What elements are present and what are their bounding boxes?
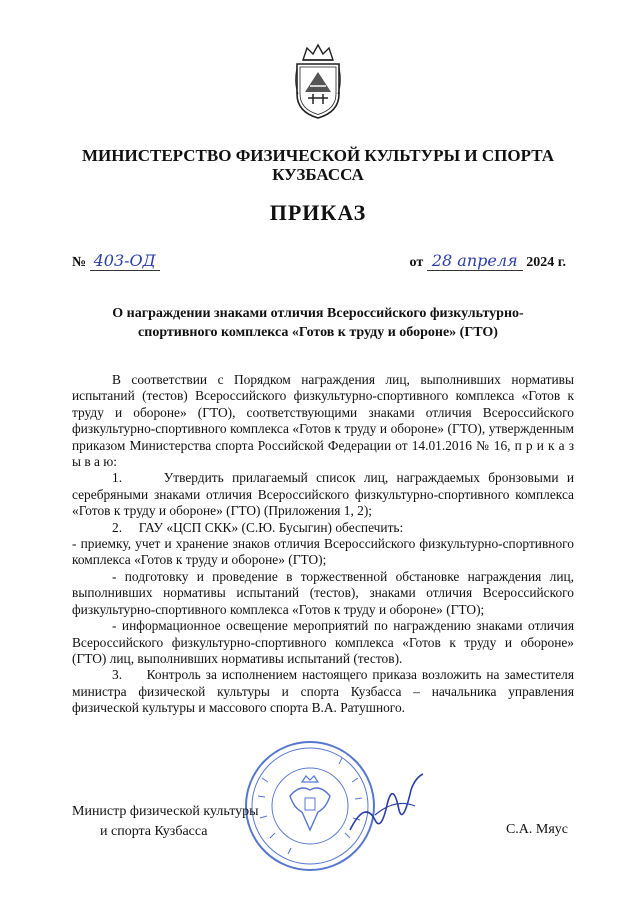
date-year: 2024 г.	[526, 255, 566, 270]
ministry-name	[60, 146, 576, 184]
signatory-title-line-2: и спорта Кузбасса	[100, 824, 208, 839]
paragraph-item-2: 2. ГАУ «ЦСП СКК» (С.Ю. Бусыгин) обеспечить:	[112, 519, 404, 535]
ministry-line-1: МИНИСТЕРСТВО ФИЗИЧЕСКОЙ КУЛЬТУРЫ И СПОРТА	[82, 146, 554, 165]
date-prefix: от	[409, 255, 424, 270]
order-number	[72, 252, 160, 271]
signatory-title	[72, 802, 259, 842]
paragraph-subitem-2: - подготовку и проведение в торжественной обстановке награждения лиц, выполнивших нормативы испытаний (тестов), знаками отличия Всероссийского физкультурно-спортивного комплекса «Готов к труду и обороне» (ГТО);	[72, 568, 574, 617]
paragraph-subitem-3: - информационное освещение мероприятий по награждению знаками отличия Всероссийского физкультурно-спортивного комплекса «Готов к труду и обороне» (ГТО) лиц, выполнивших нормативы испытаний (тестов).	[72, 618, 574, 666]
paragraph-item-3: 3. Контроль за исполнением настоящего приказа возложить на заместителя министра физической культуры и спорта Кузбасса – начальника управления физической культуры и массового спорта В.А. Ратушного.	[72, 667, 574, 716]
subject-line-2: спортивного комплекса «Готов к труду и обороне» (ГТО)	[138, 325, 498, 340]
number-prefix: №	[72, 255, 87, 270]
coat-of-arms-icon	[293, 42, 343, 120]
order-title: ПРИКАЗ	[269, 200, 367, 225]
handwritten-signature-icon	[345, 770, 435, 840]
order-body	[72, 372, 574, 717]
paragraph-subitem-1: - приемку, учет и хранение знаков отличия Всероссийского физкультурно-спортивного комплекса «Готов к труду и обороне» (ГТО);	[72, 536, 574, 568]
paragraph-item-1: 1. Утвердить прилагаемый список лиц, награждаемых бронзовыми и серебряными знаками отличия Всероссийского физкультурно-спортивного комплекса «Готов к труду и обороне» (ГТО) (Приложения 1, 2);	[72, 470, 574, 519]
paragraph-preamble: В соответствии с Порядком награждения лиц, выполнивших нормативы испытаний (тестов) Всероссийского физкультурно-спортивного комплекса «Готов к труду и обороне» (ГТО), соответствующими знаками отличия Всероссийского физкультурно-спортивного комплекса «Готов к труду и обороне» (ГТО), утвержденным приказом Министерства спорта Российской Федерации от 14.01.2016 № 16, п р и к а з ы в а ю:	[72, 372, 574, 470]
subject-line-1: О награждении знаками отличия Всероссийского физкультурно-	[112, 306, 524, 321]
ministry-line-2: КУЗБАССА	[272, 165, 364, 184]
order-date	[410, 252, 566, 271]
signatory-name: С.А. Мяус	[505, 822, 568, 837]
handwritten-date: 28 апреля	[427, 252, 523, 271]
signatory-title-line-1: Министр физической культуры	[72, 804, 259, 819]
order-subject	[90, 304, 546, 342]
handwritten-number: 403-ОД	[90, 252, 160, 271]
